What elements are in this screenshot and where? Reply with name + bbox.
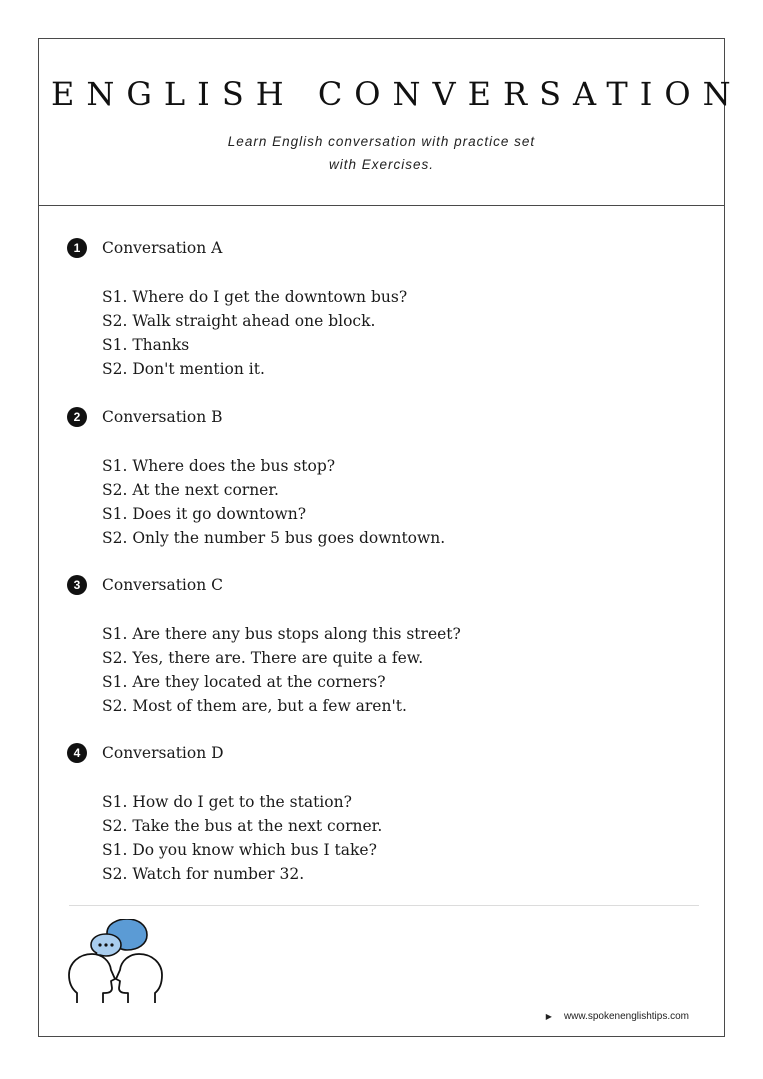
- dialogue-line: S2. Don't mention it.: [102, 360, 265, 378]
- header: [39, 39, 743, 206]
- dialogue-line: S2. Only the number 5 bus goes downtown.: [102, 529, 446, 547]
- dialogue-lines: [102, 790, 382, 886]
- conversation-section-d: [67, 742, 667, 883]
- triangle-right-icon: ▶: [545, 1012, 552, 1021]
- section-heading: [67, 574, 667, 598]
- number-badge: 4: [67, 743, 87, 763]
- website-url[interactable]: www.spokenenglishtips.com: [563, 1011, 689, 1022]
- dialogue-line: S1. Where do I get the downtown bus?: [102, 288, 408, 306]
- dialogue-lines: [102, 622, 461, 718]
- section-title: Conversation D: [102, 744, 224, 762]
- section-title: Conversation C: [102, 576, 223, 594]
- number-badge: 1: [67, 238, 87, 258]
- dialogue-lines: [102, 454, 445, 550]
- conversation-section-c: [67, 574, 667, 715]
- worksheet-frame: [38, 38, 743, 1037]
- section-heading: [67, 406, 667, 430]
- dialogue-line: S1. Do you know which bus I take?: [102, 841, 377, 859]
- subtitle-line-2: with Exercises.: [328, 157, 435, 172]
- dialogue-line: S1. How do I get to the station?: [102, 793, 352, 811]
- dialogue-line: S2. Watch for number 32.: [102, 865, 305, 883]
- conversation-section-a: [67, 237, 667, 378]
- dialogue-line: S1. Does it go downtown?: [102, 505, 307, 523]
- number-badge: 2: [67, 407, 87, 427]
- footer: [546, 1011, 689, 1022]
- dialogue-line: S2. Walk straight ahead one block.: [102, 312, 376, 330]
- page-subtitle: [39, 130, 724, 176]
- number-badge: 3: [67, 575, 87, 595]
- section-title: Conversation B: [102, 408, 223, 426]
- dialogue-line: S2. At the next corner.: [102, 481, 279, 499]
- section-heading: [67, 237, 667, 261]
- footer-divider: [69, 905, 699, 906]
- section-heading: [67, 742, 667, 766]
- talking-heads-icon: [67, 919, 163, 1011]
- subtitle-line-1: Learn English conversation with practice set: [227, 134, 536, 149]
- dialogue-lines: [102, 285, 407, 381]
- dialogue-line: S1. Thanks: [102, 336, 190, 354]
- conversation-section-b: [67, 406, 667, 547]
- dialogue-line: S1. Where does the bus stop?: [102, 457, 336, 475]
- dialogue-line: S1. Are they located at the corners?: [102, 673, 386, 691]
- page-title: ENGLISH CONVERSATION: [51, 75, 743, 113]
- dialogue-line: S2. Most of them are, but a few aren't.: [102, 697, 407, 715]
- dialogue-line: S2. Take the bus at the next corner.: [102, 817, 383, 835]
- section-title: Conversation A: [102, 239, 223, 257]
- dialogue-line: S2. Yes, there are. There are quite a few.: [102, 649, 424, 667]
- dialogue-line: S1. Are there any bus stops along this street?: [102, 625, 461, 643]
